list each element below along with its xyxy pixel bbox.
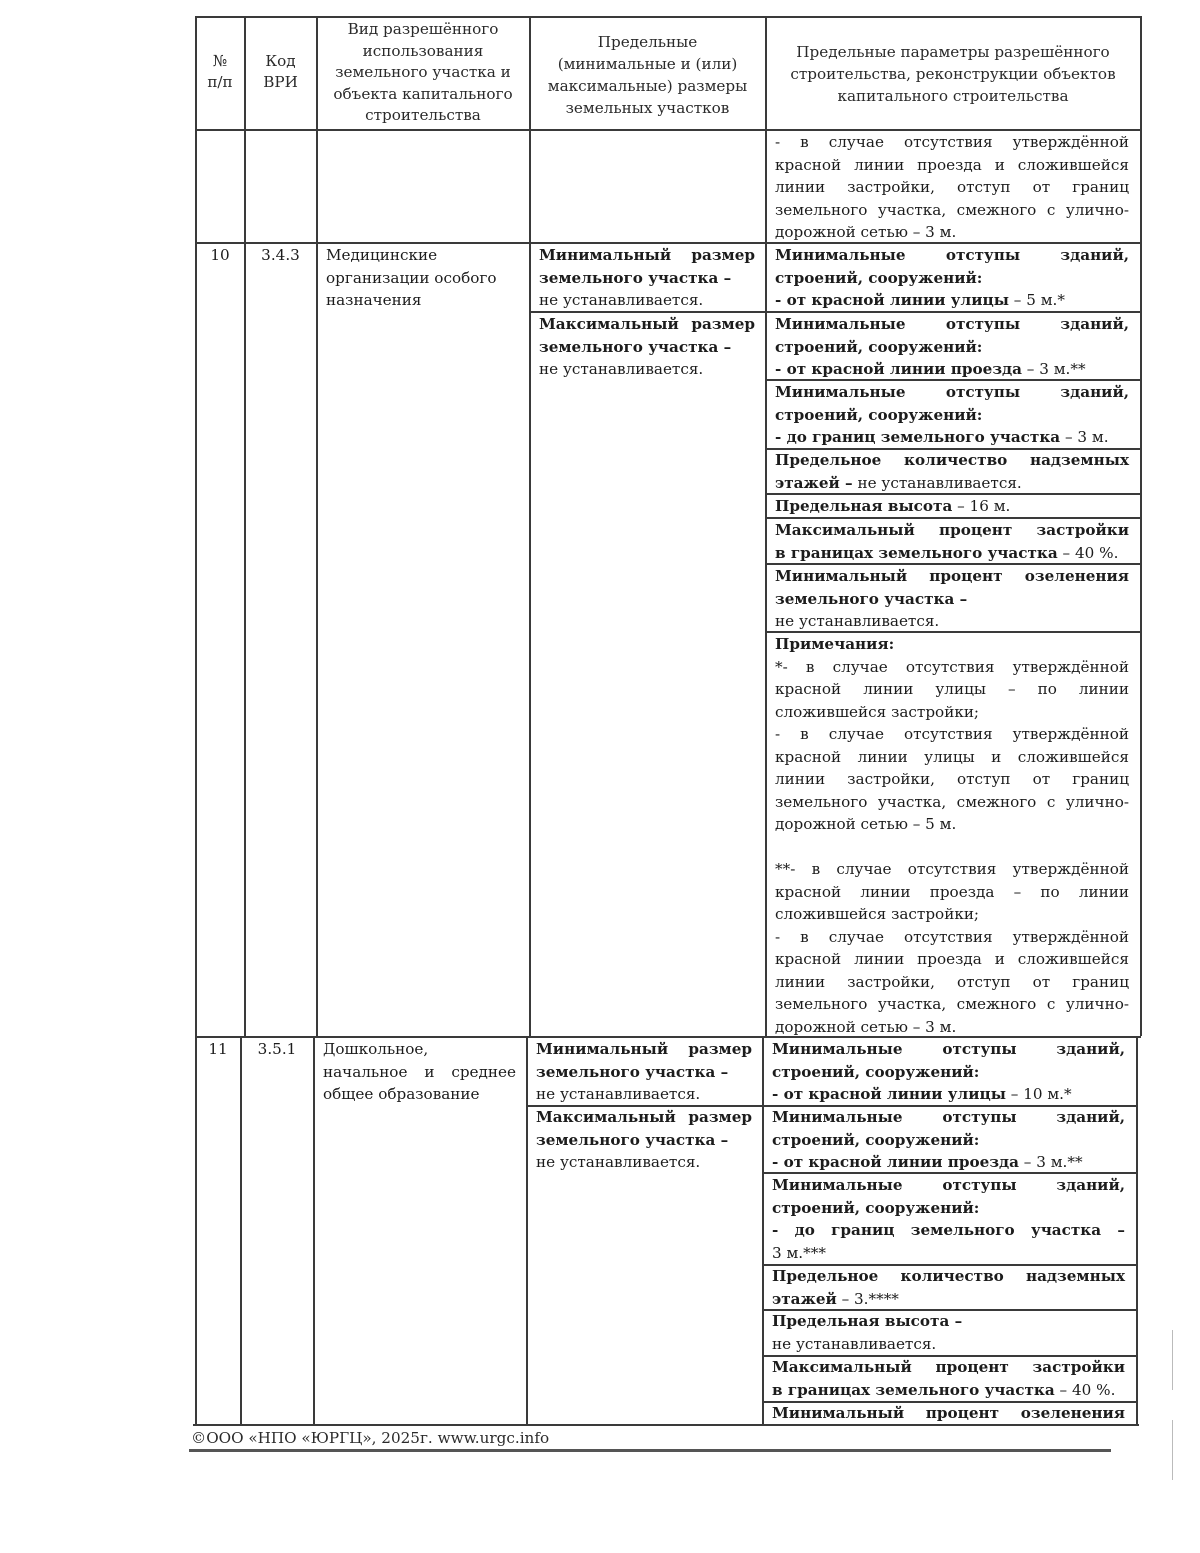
table-border-top [195, 16, 1141, 18]
row11-coverage: Максимальный процент застройки в границах земельного участка – 40 %. [772, 1358, 1125, 1399]
row10-num: 10 [210, 246, 230, 264]
row10-setback-driveway: Минимальные отступы зданий, строений, сооружений: - от красной линии проезда – 3 м.** [775, 315, 1129, 378]
header-sizes: Предельные (минимальные и (или) максимальные) размеры земельных участков [547, 33, 748, 117]
scan-edge-mark [1172, 1330, 1173, 1390]
row11-greenery: Минимальный процент озеленения [772, 1404, 1125, 1422]
header-params: Предельные параметры разрешённого строительства, реконструкции объектов капитального строительства [790, 43, 1116, 105]
row10-kind: Медицинские организации особого назначения [326, 246, 497, 309]
row10-notes: Примечания: *- в случае отсутствия утверждённой красной линии улицы – по линии сложившейся застройки; - в случае отсутствия утверждённой красной линии улицы и сложившейся линии застройки, отступ от границ земельного участка, смежного с улично- дорожной сетью – 5 м. **- в случае отсутствия утверждённой красной линии проезда – по линии сложившейся застройки; - в случае отсутствия утверждённой красной линии проезда и сложившейся линии застройки, отступ от границ земельного участка, смежного с улично- дорожной сетью – 3 м. [775, 635, 1129, 1036]
row10-min-size: Минимальный размер земельного участка – не устанавливается. [539, 246, 755, 309]
row11-floors: Предельное количество надземных этажей – 3.**** [772, 1267, 1125, 1308]
header-kind: Вид разрешённого использования земельного участка и объекта капитального строительства [333, 20, 513, 124]
table-border-left [195, 16, 197, 1425]
row11-code: 3.5.1 [257, 1040, 297, 1058]
row11-min-size: Минимальный размер земельного участка – не устанавливается. [536, 1040, 752, 1103]
row11-setback-street: Минимальные отступы зданий, строений, сооружений: - от красной линии улицы – 10 м.* [772, 1040, 1125, 1103]
row10-height: Предельная высота – 16 м. [775, 497, 1011, 515]
row10-greenery: Минимальный процент озеленения земельного участка – не устанавливается. [775, 567, 1129, 630]
column-divider [526, 1036, 528, 1425]
row11-setback-boundary: Минимальные отступы зданий, строений, сооружений: - до границ земельного участка – 3 м.*** [772, 1176, 1125, 1262]
table-border-right [1136, 1036, 1138, 1425]
column-divider [313, 1036, 315, 1425]
row11-max-size: Максимальный размер земельного участка – не устанавливается. [536, 1108, 752, 1171]
scan-edge-mark [1172, 1420, 1173, 1480]
column-divider [244, 16, 246, 1036]
row11-num: 11 [208, 1040, 228, 1058]
column-divider [240, 1036, 242, 1425]
footer-rule [189, 1449, 1111, 1452]
row10-coverage: Максимальный процент застройки в границах земельного участка – 40 %. [775, 521, 1129, 562]
row11-kind: Дошкольное, начальное и среднее общее образование [323, 1040, 516, 1103]
row11-height: Предельная высота – не устанавливается. [772, 1312, 963, 1353]
row11-setback-driveway: Минимальные отступы зданий, строений, сооружений: - от красной линии проезда – 3 м.** [772, 1108, 1125, 1171]
continuation-text: - в случае отсутствия утверждённой красной линии проезда и сложившейся линии застройки, отступ от границ земельного участка, смежного с улично- дорожной сетью – 3 м. [775, 133, 1129, 241]
row10-setback-boundary: Минимальные отступы зданий, строений, сооружений: - до границ земельного участка – 3 м. [775, 383, 1129, 446]
column-divider [529, 16, 531, 1036]
row10-floors: Предельное количество надземных этажей – не устанавливается. [775, 451, 1129, 492]
header-num: № п/п [207, 52, 233, 91]
header-code: Код ВРИ [263, 52, 298, 91]
row10-code: 3.4.3 [261, 246, 300, 264]
column-divider [762, 1036, 764, 1425]
column-divider [765, 16, 767, 1036]
row10-setback-street: Минимальные отступы зданий, строений, сооружений: - от красной линии улицы – 5 м.* [775, 246, 1129, 309]
row10-max-size: Максимальный размер земельного участка – не устанавливается. [539, 315, 755, 378]
column-divider [316, 16, 318, 1036]
table-border-right [1140, 16, 1142, 1036]
page-footer: ©ООО «НПО «ЮРГЦ», 2025г. www.urgc.info [191, 1429, 550, 1447]
